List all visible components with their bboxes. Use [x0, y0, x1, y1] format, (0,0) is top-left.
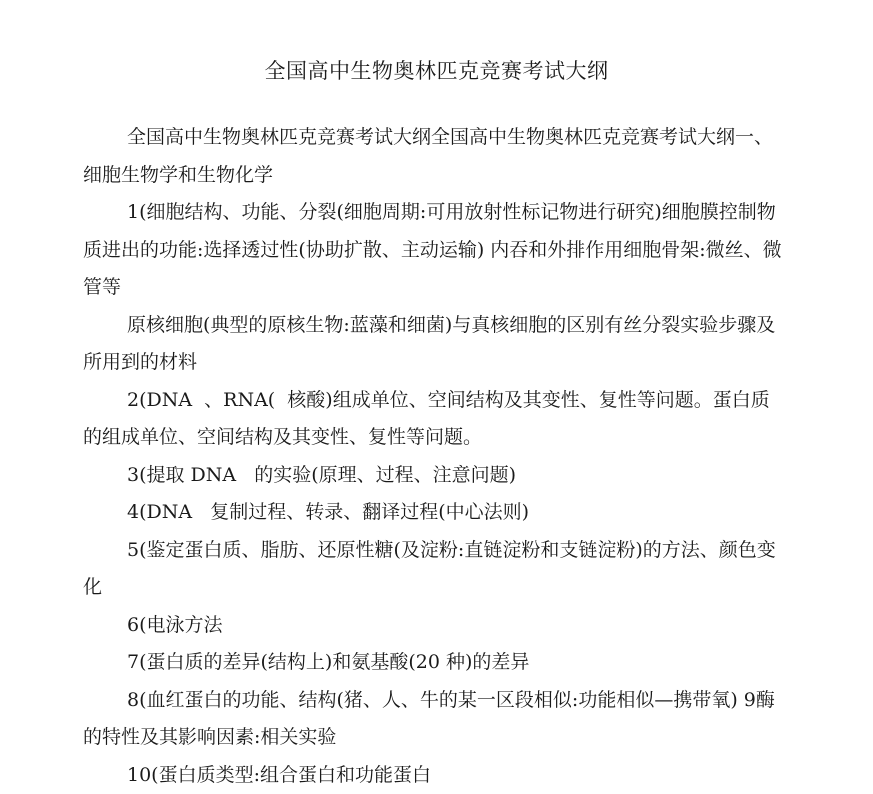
document-body — [83, 119, 783, 794]
paragraph-item-4: 4(DNA 复制过程、转录、翻译过程(中心法则) — [83, 494, 783, 532]
paragraph-prokaryote: 原核细胞(典型的原核生物:蓝藻和细菌)与真核细胞的区别有丝分裂实验步骤及所用到的材料 — [83, 307, 783, 382]
paragraph-item-8: 8(血红蛋白的功能、结构(猪、人、牛的某一区段相似:功能相似—携带氧) 9酶的特性及其影响因素:相关实验 — [83, 682, 783, 757]
paragraph-item-10: 10(蛋白质类型:组合蛋白和功能蛋白 — [83, 757, 783, 794]
paragraph-item-5: 5(鉴定蛋白质、脂肪、还原性糖(及淀粉:直链淀粉和支链淀粉)的方法、颜色变化 — [83, 532, 783, 607]
paragraph-item-2: 2(DNA 、RNA( 核酸)组成单位、空间结构及其变性、复性等问题。蛋白质的组成单位、空间结构及其变性、复性等问题。 — [83, 382, 783, 457]
paragraph-item-6: 6(电泳方法 — [83, 607, 783, 645]
paragraph-item-1: 1(细胞结构、功能、分裂(细胞周期:可用放射性标记物进行研究)细胞膜控制物质进出的功能:选择透过性(协助扩散、主动运输) 内吞和外排作用细胞骨架:微丝、微管等 — [83, 194, 783, 307]
paragraph-intro: 全国高中生物奥林匹克竞赛考试大纲全国高中生物奥林匹克竞赛考试大纲一、细胞生物学和生物化学 — [83, 119, 783, 194]
paragraph-item-7: 7(蛋白质的差异(结构上)和氨基酸(20 种)的差异 — [83, 644, 783, 682]
document-title: 全国高中生物奥林匹克竞赛考试大纲 — [0, 56, 873, 86]
paragraph-item-3: 3(提取 DNA 的实验(原理、过程、注意问题) — [83, 457, 783, 495]
